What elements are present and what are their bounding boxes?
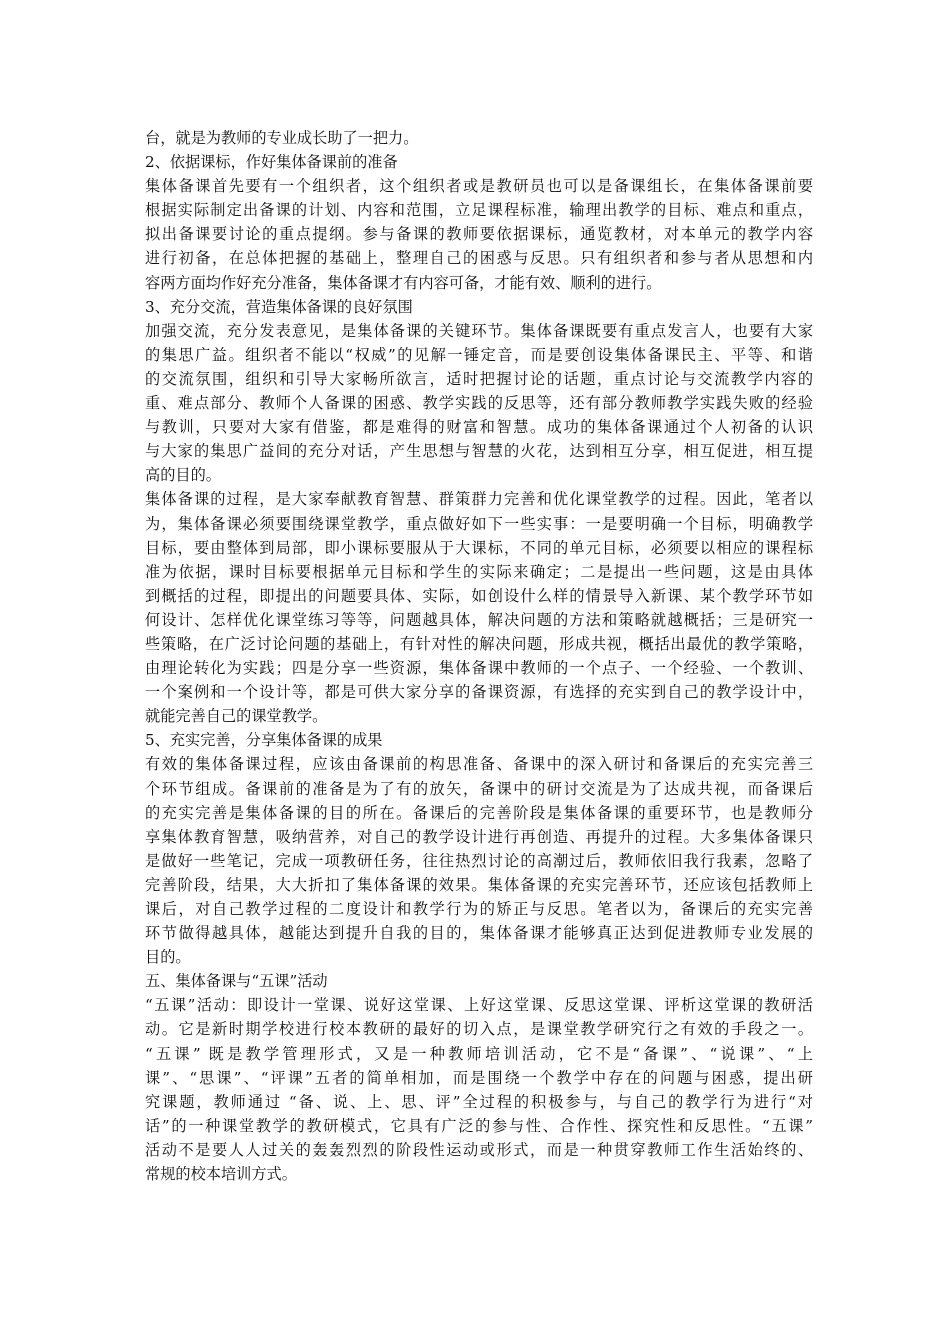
text-line: 课后，对自己教学过程的二度设计和教学行为的矫正与反思。笔者以为，备课后的充实完善 [145,900,813,918]
text-line: 由理论转化为实践；四是分享一些资源，集体备课中教师的一个点子、一个经验、一个教训、 [145,659,813,678]
text-line: 3、充分交流，营造集体备课的良好氛围 [145,297,413,316]
text-line: 集体备课的过程，是大家奉献教育智慧、群策群力完善和优化课堂教学的过程。因此，笔者以 [145,490,813,509]
text-line: 个环节组成。备课前的准备是为了有的放矢，备课中的研讨交流是为了达成共视，而备课后 [145,779,813,798]
text-line: 2、依据课标，作好集体备课前的准备 [145,153,398,172]
text-line: 是做好一些笔记，完成一项教研任务，往往热烈讨论的高潮过后，教师依旧我行我素，忽略了 [145,851,813,870]
text-line: 究课题，教师通过 “备、说、上、思、评”全过程的积极参与，与自己的教学行为进行“对 [145,1092,813,1111]
text-line: 就能完善自己的课堂教学。 [145,707,328,726]
text-line: 的充实完善是集体备课的目的所在。备课后的完善阶段是集体备课的重要环节，也是教师分 [145,803,813,822]
text-line: 集体备课首先要有一个组织者，这个组织者或是教研员也可以是备课组长，在集体备课前要 [145,177,813,196]
text-line: 目标，要由整体到局部，即小课标要服从于大课标，不同的单元目标，必须要以相应的课程标 [145,538,813,557]
text-line: 些策略，在广泛讨论问题的基础上，有针对性的解决问题，形成共视，概括出最优的教学策略， [145,634,813,653]
text-line: 何设计、怎样优化课堂练习等等，问题越具体，解决问题的方法和策略就越概括；三是研究一 [145,610,813,629]
text-line: 与教训，只要对大家有借鉴，都是难得的财富和智慧。成功的集体备课通过个人初备的认识 [145,418,813,437]
text-line: 到概括的过程，即提出的问题要具体、实际，如创设什么样的情景导入新课、某个教学环节如 [145,586,813,605]
document-body [145,126,813,1186]
text-line: 进行初备，在总体把握的基础上，整理自己的困惑与反思。只有组织者和参与者从思想和内 [145,249,813,268]
text-line: 享集体教育智慧，吸纳营养，对自己的教学设计进行再创造、再提升的过程。大多集体备课只 [145,827,813,846]
text-line: 根据实际制定出备课的计划、内容和范围，立足课程标准，输理出教学的目标、难点和重点， [145,201,813,220]
text-line: 的交流氛围，组织和引导大家畅所欲言，适时把握讨论的话题，重点讨论与交流教学内容的 [145,369,813,388]
text-line: 准为依据，课时目标要根据单元目标和学生的实际来确定；二是提出一些问题，这是由具体 [145,562,813,581]
text-line: 一个案例和一个设计等，都是可供大家分享的备课资源，有选择的充实到自己的教学设计中， [145,683,813,702]
text-line: 的集思广益。组织者不能以“权威”的见解一锤定音，而是要创设集体备课民主、平等、和谐 [145,345,813,364]
text-line: “五课”活动：即设计一堂课、说好这堂课、上好这堂课、反思这堂课、评析这堂课的教研活 [145,996,813,1015]
text-line: 高的目的。 [145,466,221,485]
text-line: 话”的一种课堂教学的教研模式，它具有广泛的参与性、合作性、探究性和反思性。“五课” [145,1116,813,1135]
text-line: 完善阶段，结果，大大折扣了集体备课的效果。集体备课的充实完善环节，还应该包括教师上 [145,875,813,894]
text-line: 活动不是要人人过关的轰轰烈烈的阶段性运动或形式，而是一种贯穿教师工作生活始终的、 [145,1140,813,1159]
text-line: 加强交流，充分发表意见，是集体备课的关键环节。集体备课既要有重点发言人，也要有大家 [145,321,813,340]
text-line: 容两方面均作好充分准备，集体备课才有内容可备，才能有效、顺利的进行。 [145,273,662,292]
text-line: 环节做得越具体，越能达到提升自我的目的，集体备课才能够真正达到促进教师专业发展的 [145,924,813,943]
text-line: 台，就是为教师的专业成长助了一把力。 [145,129,419,147]
text-line: 拟出备课要讨论的重点提纲。参与备课的教师要依据课标，通览教材，对本单元的教学内容 [145,225,813,244]
text-line: 与大家的集思广益间的充分对话，产生思想与智慧的火花，达到相互分享，相互促进，相互提 [145,442,813,461]
text-line: 常规的校本培训方式。 [145,1165,297,1184]
text-line: “五课” 既是教学管理形式，又是一种教师培训活动，它不是“备课”、“说课”、“上 [145,1044,813,1063]
text-line: 5、充实完善，分享集体备课的成果 [145,731,383,750]
text-line: 课”、“思课”、“评课”五者的简单相加，而是围绕一个教学中存在的问题与困惑，提出研 [145,1068,813,1087]
text-line: 五、集体备课与“五课”活动 [145,972,328,991]
text-line: 为，集体备课必须要围绕课堂教学，重点做好如下一些实事：一是要明确一个目标，明确教学 [145,514,813,533]
text-line: 有效的集体备课过程，应该由备课前的构思准备、备课中的深入研讨和备课后的充实完善三 [145,755,813,774]
text-line: 动。它是新时期学校进行校本教研的最好的切入点，是课堂教学研究行之有效的手段之一。 [145,1020,813,1039]
text-line: 重、难点部分、教师个人备课的困惑、教学实践的反思等，还有部分教师教学实践失败的经验 [145,394,813,413]
text-line: 目的。 [145,948,191,967]
